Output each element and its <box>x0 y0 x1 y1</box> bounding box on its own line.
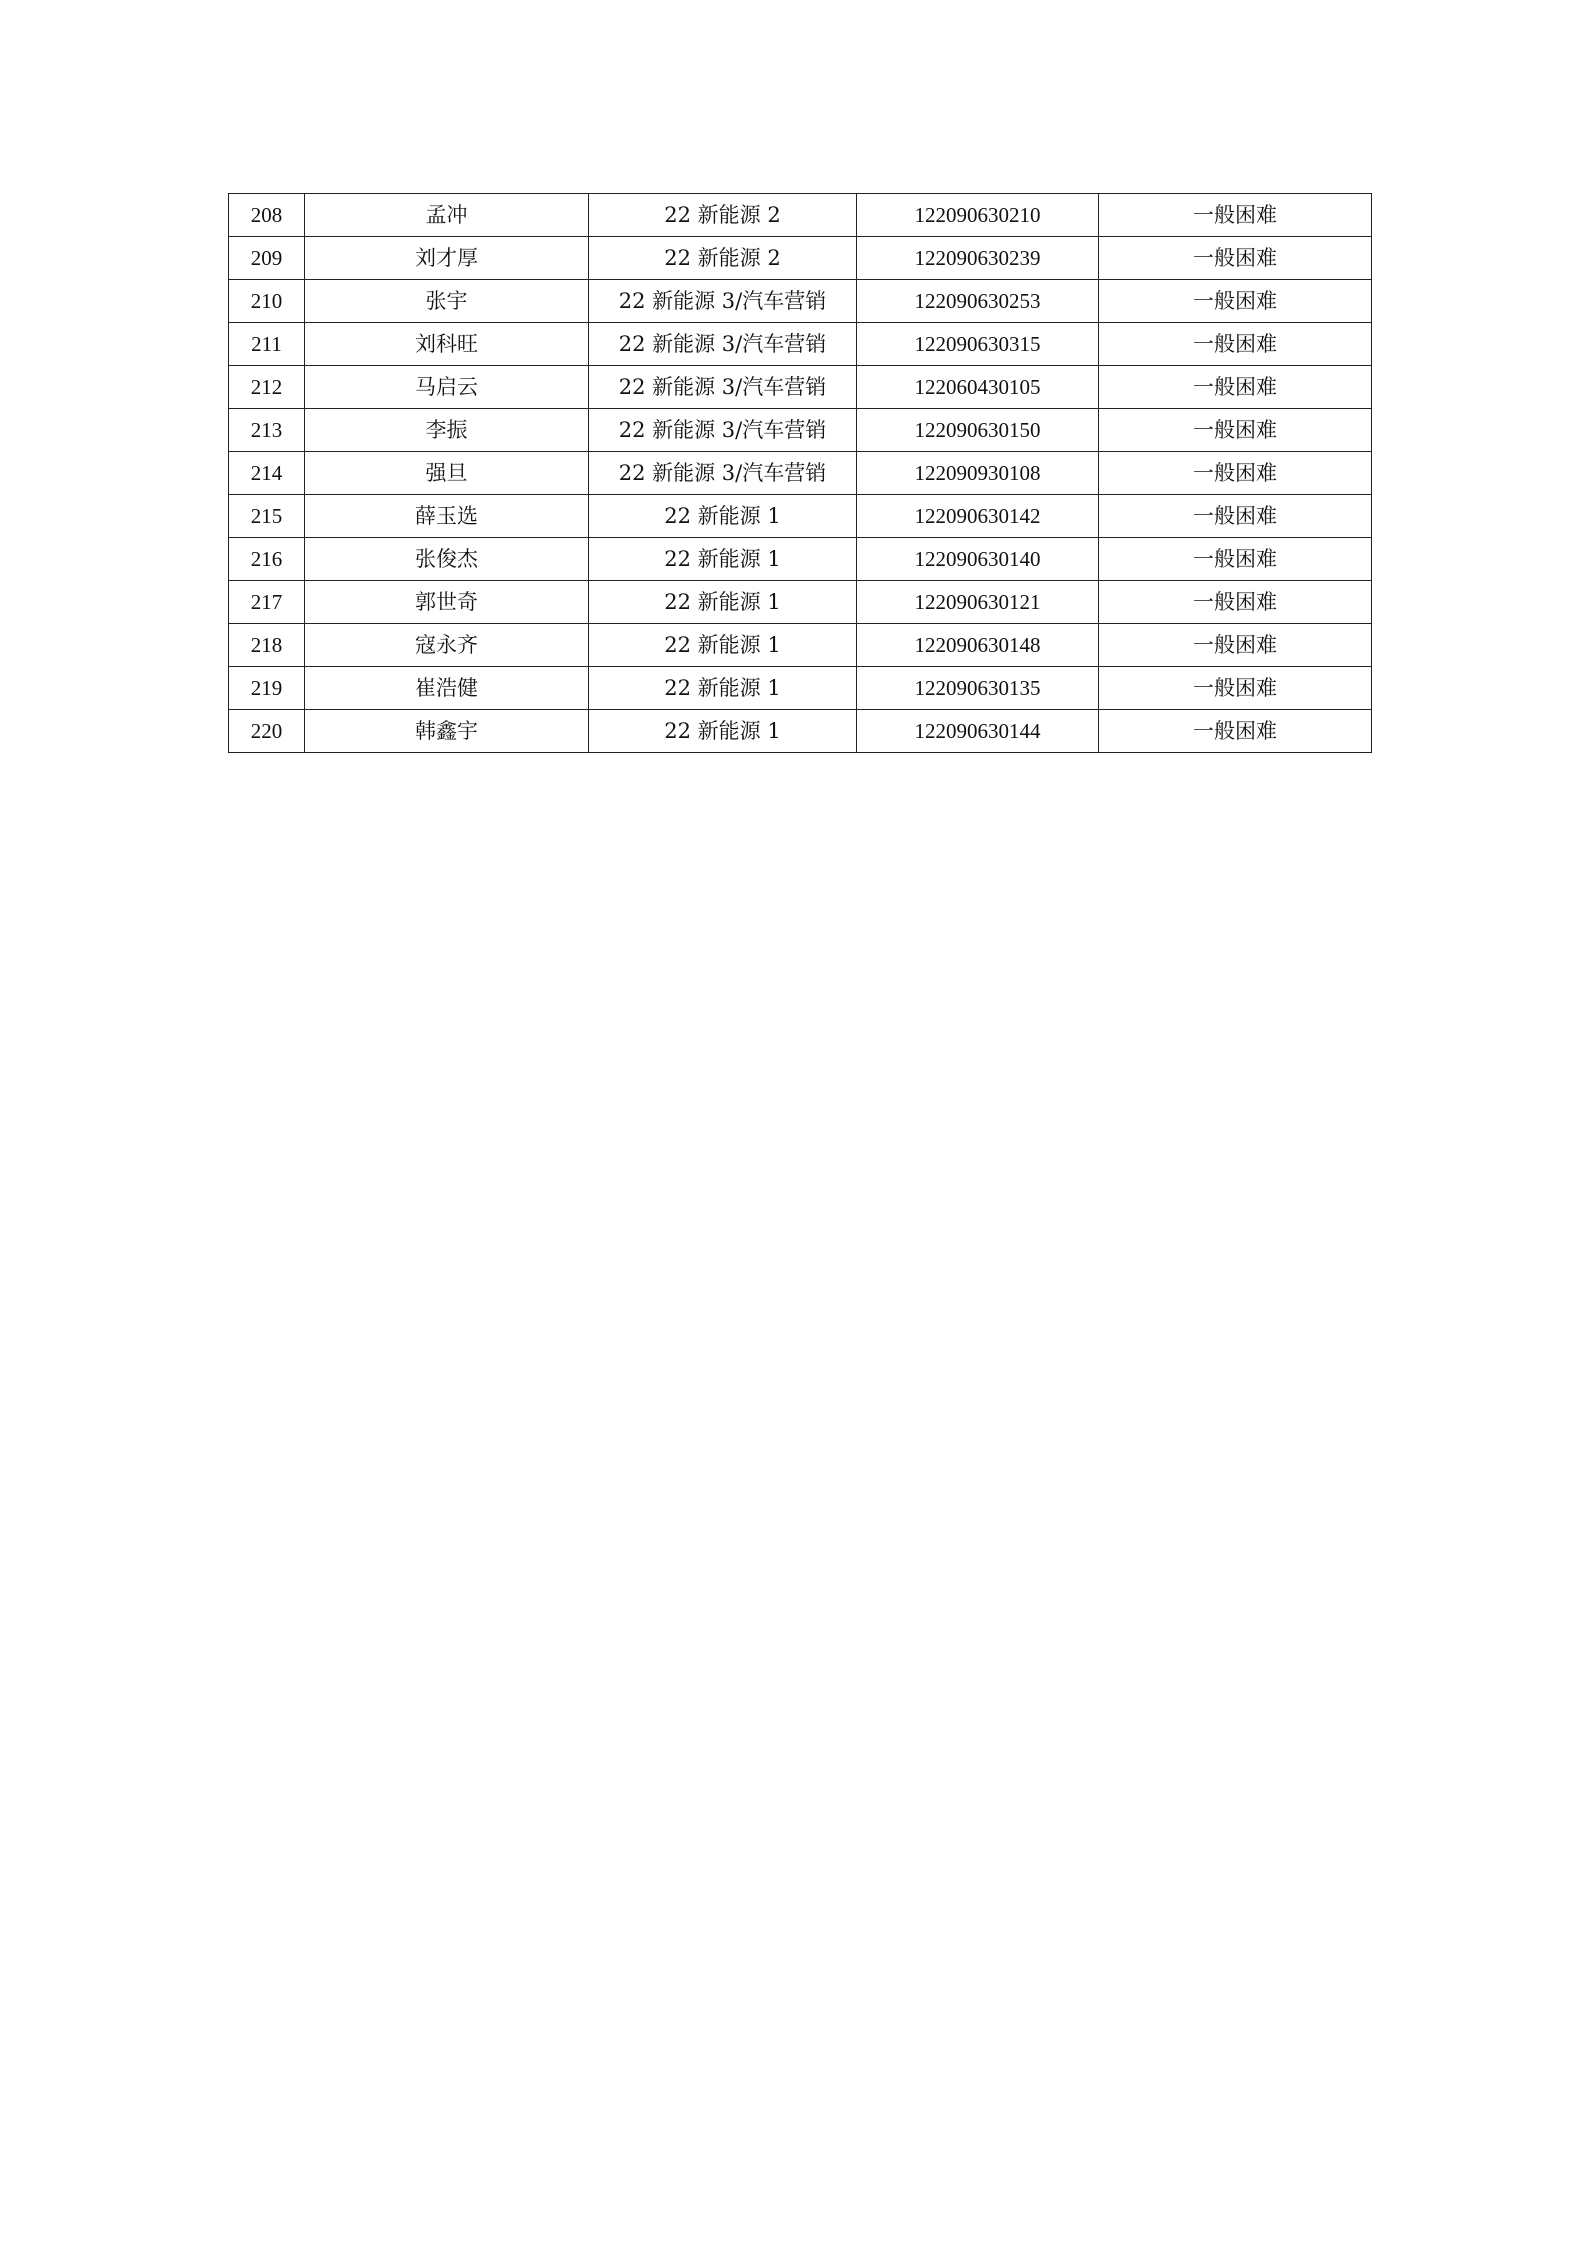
student-id-cell: 122090630210 <box>857 194 1099 237</box>
row-number-cell: 214 <box>229 452 305 495</box>
student-name-cell: 韩鑫宇 <box>305 710 589 753</box>
student-name-cell: 孟冲 <box>305 194 589 237</box>
row-number-cell: 209 <box>229 237 305 280</box>
class-cell: 22 新能源 2 <box>589 194 857 237</box>
table-row <box>229 409 1372 452</box>
class-cell: 22 新能源 3/汽车营销 <box>589 409 857 452</box>
difficulty-level-cell: 一般困难 <box>1099 624 1372 667</box>
difficulty-level-cell: 一般困难 <box>1099 538 1372 581</box>
table-row <box>229 366 1372 409</box>
row-number-cell: 208 <box>229 194 305 237</box>
student-id-cell: 122090930108 <box>857 452 1099 495</box>
class-cell: 22 新能源 2 <box>589 237 857 280</box>
difficulty-level-cell: 一般困难 <box>1099 581 1372 624</box>
class-cell: 22 新能源 1 <box>589 581 857 624</box>
student-id-cell: 122090630148 <box>857 624 1099 667</box>
table-body <box>229 194 1372 753</box>
table-row <box>229 495 1372 538</box>
student-name-cell: 李振 <box>305 409 589 452</box>
difficulty-level-cell: 一般困难 <box>1099 237 1372 280</box>
class-cell: 22 新能源 1 <box>589 710 857 753</box>
student-name-cell: 张俊杰 <box>305 538 589 581</box>
row-number-cell: 219 <box>229 667 305 710</box>
student-id-cell: 122090630140 <box>857 538 1099 581</box>
difficulty-level-cell: 一般困难 <box>1099 280 1372 323</box>
row-number-cell: 216 <box>229 538 305 581</box>
table-row <box>229 538 1372 581</box>
table-row <box>229 710 1372 753</box>
row-number-cell: 210 <box>229 280 305 323</box>
student-name-cell: 刘才厚 <box>305 237 589 280</box>
student-id-cell: 122090630121 <box>857 581 1099 624</box>
student-name-cell: 张宇 <box>305 280 589 323</box>
student-id-cell: 122090630253 <box>857 280 1099 323</box>
row-number-cell: 218 <box>229 624 305 667</box>
difficulty-level-cell: 一般困难 <box>1099 323 1372 366</box>
table-row <box>229 452 1372 495</box>
student-id-cell: 122090630239 <box>857 237 1099 280</box>
student-id-cell: 122090630135 <box>857 667 1099 710</box>
student-id-cell: 122090630150 <box>857 409 1099 452</box>
class-cell: 22 新能源 1 <box>589 495 857 538</box>
student-name-cell: 薛玉选 <box>305 495 589 538</box>
student-name-cell: 强旦 <box>305 452 589 495</box>
difficulty-level-cell: 一般困难 <box>1099 495 1372 538</box>
class-cell: 22 新能源 3/汽车营销 <box>589 452 857 495</box>
student-id-cell: 122090630142 <box>857 495 1099 538</box>
class-cell: 22 新能源 1 <box>589 624 857 667</box>
row-number-cell: 220 <box>229 710 305 753</box>
row-number-cell: 215 <box>229 495 305 538</box>
student-id-cell: 122060430105 <box>857 366 1099 409</box>
difficulty-level-cell: 一般困难 <box>1099 409 1372 452</box>
difficulty-level-cell: 一般困难 <box>1099 452 1372 495</box>
row-number-cell: 212 <box>229 366 305 409</box>
difficulty-level-cell: 一般困难 <box>1099 710 1372 753</box>
difficulty-level-cell: 一般困难 <box>1099 667 1372 710</box>
table-row <box>229 624 1372 667</box>
table-row <box>229 237 1372 280</box>
row-number-cell: 211 <box>229 323 305 366</box>
class-cell: 22 新能源 3/汽车营销 <box>589 366 857 409</box>
student-id-cell: 122090630315 <box>857 323 1099 366</box>
row-number-cell: 213 <box>229 409 305 452</box>
difficulty-level-cell: 一般困难 <box>1099 366 1372 409</box>
student-name-cell: 马启云 <box>305 366 589 409</box>
class-cell: 22 新能源 1 <box>589 538 857 581</box>
class-cell: 22 新能源 3/汽车营销 <box>589 323 857 366</box>
table-row <box>229 323 1372 366</box>
student-id-cell: 122090630144 <box>857 710 1099 753</box>
student-name-cell: 郭世奇 <box>305 581 589 624</box>
row-number-cell: 217 <box>229 581 305 624</box>
table-row <box>229 581 1372 624</box>
class-cell: 22 新能源 1 <box>589 667 857 710</box>
student-name-cell: 寇永齐 <box>305 624 589 667</box>
table-row <box>229 280 1372 323</box>
difficulty-level-cell: 一般困难 <box>1099 194 1372 237</box>
student-name-cell: 崔浩健 <box>305 667 589 710</box>
student-aid-table <box>228 193 1372 753</box>
class-cell: 22 新能源 3/汽车营销 <box>589 280 857 323</box>
student-name-cell: 刘科旺 <box>305 323 589 366</box>
table-row <box>229 667 1372 710</box>
table-row <box>229 194 1372 237</box>
